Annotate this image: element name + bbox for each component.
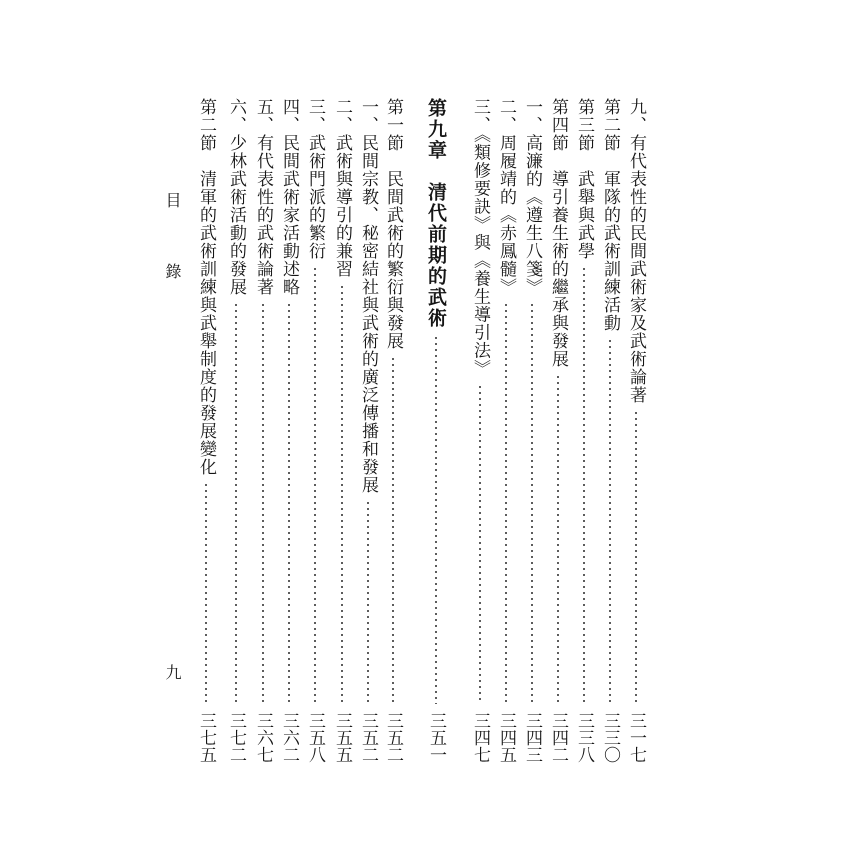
- toc-entry-page: 三六七: [253, 712, 273, 763]
- leader-dots: [392, 356, 394, 704]
- leader-dots: [479, 384, 481, 705]
- toc-entry-page: 三四二: [548, 712, 568, 763]
- toc-entry-title: 第二節 清軍的武術訓練與武舉制度的發展變化: [196, 98, 216, 476]
- toc-entry: [193, 98, 219, 788]
- toc-entry-title: 第四節 導引養生術的繼承與發展: [548, 98, 568, 368]
- toc-entry: [597, 98, 623, 788]
- leader-dots: [557, 374, 559, 704]
- toc-entry: [467, 98, 493, 788]
- toc-entry-title: 三、武術門派的繁衍: [305, 98, 325, 260]
- toc-entry-page: 三六二: [279, 712, 299, 763]
- leader-dots: [288, 302, 290, 704]
- leader-dots: [235, 302, 237, 704]
- toc-entry-title: 第一節 民間武術的繁衍與發展: [383, 98, 403, 350]
- toc-entry-title: 六、少林武術活動的發展: [226, 98, 246, 296]
- toc-entry-title: 九、有代表性的民間武術家及武術論著: [626, 98, 646, 404]
- running-header: 目 錄: [163, 192, 182, 297]
- toc-entry: [519, 98, 545, 788]
- toc-entry-page: 三一七: [626, 712, 646, 763]
- toc-entry-title: 第二節 軍隊的武術訓練活動: [600, 98, 620, 332]
- toc-entry-page: 三五二: [383, 712, 403, 763]
- toc-entry: [380, 98, 406, 788]
- toc-entry-page: 三五八: [305, 712, 325, 763]
- leader-dots: [531, 302, 533, 704]
- toc-entry: [545, 98, 571, 788]
- toc-entry-title: 二、周履靖的《赤鳳髓》: [496, 98, 516, 296]
- toc-entry: [223, 98, 249, 788]
- leader-dots: [205, 482, 207, 704]
- toc-entry-page: 三七五: [196, 712, 216, 763]
- leader-dots: [635, 410, 637, 704]
- leader-dots: [505, 302, 507, 704]
- toc-entry-title: 五、有代表性的武術論著: [253, 98, 273, 296]
- toc-entry: [623, 98, 649, 788]
- toc-entry-title: 一、高濂的《遵生八箋》: [522, 98, 542, 296]
- toc-chapter-title: 第九章 清代前期的武術: [425, 98, 447, 329]
- leader-dots: [262, 302, 264, 704]
- toc-entry: [493, 98, 519, 788]
- toc-entry-title: 一、民間宗教、秘密結社與武術的廣泛傳播和發展: [358, 98, 378, 494]
- leader-dots: [314, 266, 316, 704]
- toc-entry-page: 三三〇: [600, 712, 620, 763]
- toc-entry-page: 三四七: [470, 712, 490, 763]
- toc-entry-page: 三五五: [332, 712, 352, 763]
- toc-entry-page: 三四三: [522, 712, 542, 763]
- toc-entry-page: 三三八: [574, 712, 594, 763]
- toc-entry: [276, 98, 302, 788]
- toc-chapter-entry: [423, 98, 449, 788]
- toc-entry: [250, 98, 276, 788]
- toc-entry-page: 三五二: [358, 712, 378, 763]
- leader-dots: [341, 284, 343, 704]
- leader-dots: [367, 500, 369, 704]
- leader-dots: [583, 266, 585, 704]
- leader-dots: [609, 338, 611, 704]
- toc-entry-page: 三四五: [496, 712, 516, 763]
- toc-entry-title: 三、《類修要訣》與《養生導引法》: [470, 98, 490, 378]
- toc-entry: [571, 98, 597, 788]
- toc-entry: [329, 98, 355, 788]
- toc-entry: [302, 98, 328, 788]
- toc-entry-page: 三七二: [226, 712, 246, 763]
- toc-entry-page: 三五一: [426, 712, 446, 763]
- toc-entry-title: 第三節 武舉與武學: [574, 98, 594, 260]
- toc-entry-title: 二、武術與導引的兼習: [332, 98, 352, 278]
- toc-entry: [355, 98, 381, 788]
- page-number: 九: [163, 664, 182, 680]
- toc-entry-title: 四、民間武術家活動述略: [279, 98, 299, 296]
- leader-dots: [435, 335, 437, 704]
